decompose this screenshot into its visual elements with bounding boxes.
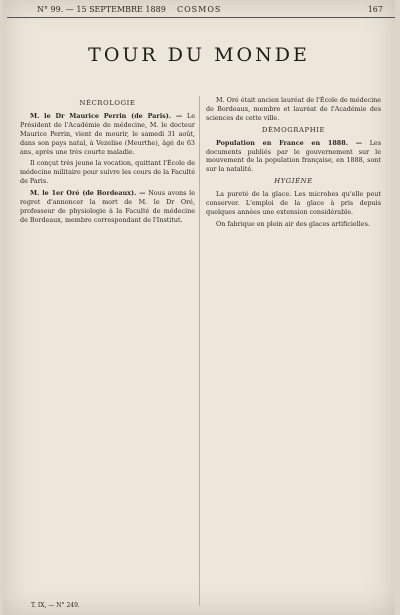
obituary-perrin-lead: M. le Dr Maurice Perrin (de Paris). — (30, 111, 183, 120)
obituary-perrin-body: Le Président de l'Académie de médecine, M. le docteur Maurice Perrin, vient de mourir, le samedi 31 août, dans son pays natal, à Vezelise (Meurthe), âgé de 63 ans, après une très courte maladie. (20, 111, 195, 156)
right-column (206, 96, 381, 232)
demographie-lead: Population en France en 1888. — (216, 138, 363, 147)
page-number: 167 (367, 5, 383, 14)
page-title: TOUR DU MONDE (88, 44, 310, 66)
hygiene-paragraph: La pureté de la glace. Les microbes qu'elle peut conserver. L'emploi de la glace à pris depuis quelques années une extension considérable. (206, 190, 381, 216)
demographie-paragraph (206, 139, 381, 175)
demographie-body: Les documents publiés par le gouvernement sur le mouvement de la population française, en 1888, sont sur la natalité. (206, 138, 381, 174)
hygiene-paragraph-2: On fabrique en plein air des glaces artificielles. (216, 219, 370, 228)
section-title-hygiene: HYGIÈNE (274, 177, 313, 186)
page-footer-signature: T. IX, — N° 249. (31, 602, 80, 609)
obituary-ore (20, 189, 195, 225)
obituary-ore-lead: M. le 1er Oré (de Bordeaux). — (30, 189, 146, 198)
obituary-ore-body: Nous avons le regret d'annoncer la mort de M. le Dr Oré, professeur de physiologie à la Faculté de médecine de Bordeaux, membre correspondant de l'Institut. (20, 189, 195, 224)
journal-name: COSMOS (177, 5, 222, 14)
page-header (7, 3, 395, 18)
ore-continuation: M. Oré était ancien lauréat de l'École de médecine de Bordeaux, membre et lauréat de l'Académie des sciences de cette ville. (206, 96, 382, 122)
obituary-perrin (20, 112, 195, 157)
section-title-necrologie: NÉCROLOGIE (79, 99, 136, 107)
section-title-demographie: DÉMOGRAPHIE (261, 125, 326, 134)
obituary-perrin-tail: Il conçut très jeune la vocation, quittant l'École de médecine militaire pour suivre les cours de la Faculté de Paris. (20, 159, 195, 186)
issue-date: N° 99. — 15 SEPTEMBRE 1889 (37, 5, 166, 14)
column-divider (199, 96, 200, 606)
magazine-page (3, 0, 395, 615)
left-column (20, 96, 195, 228)
